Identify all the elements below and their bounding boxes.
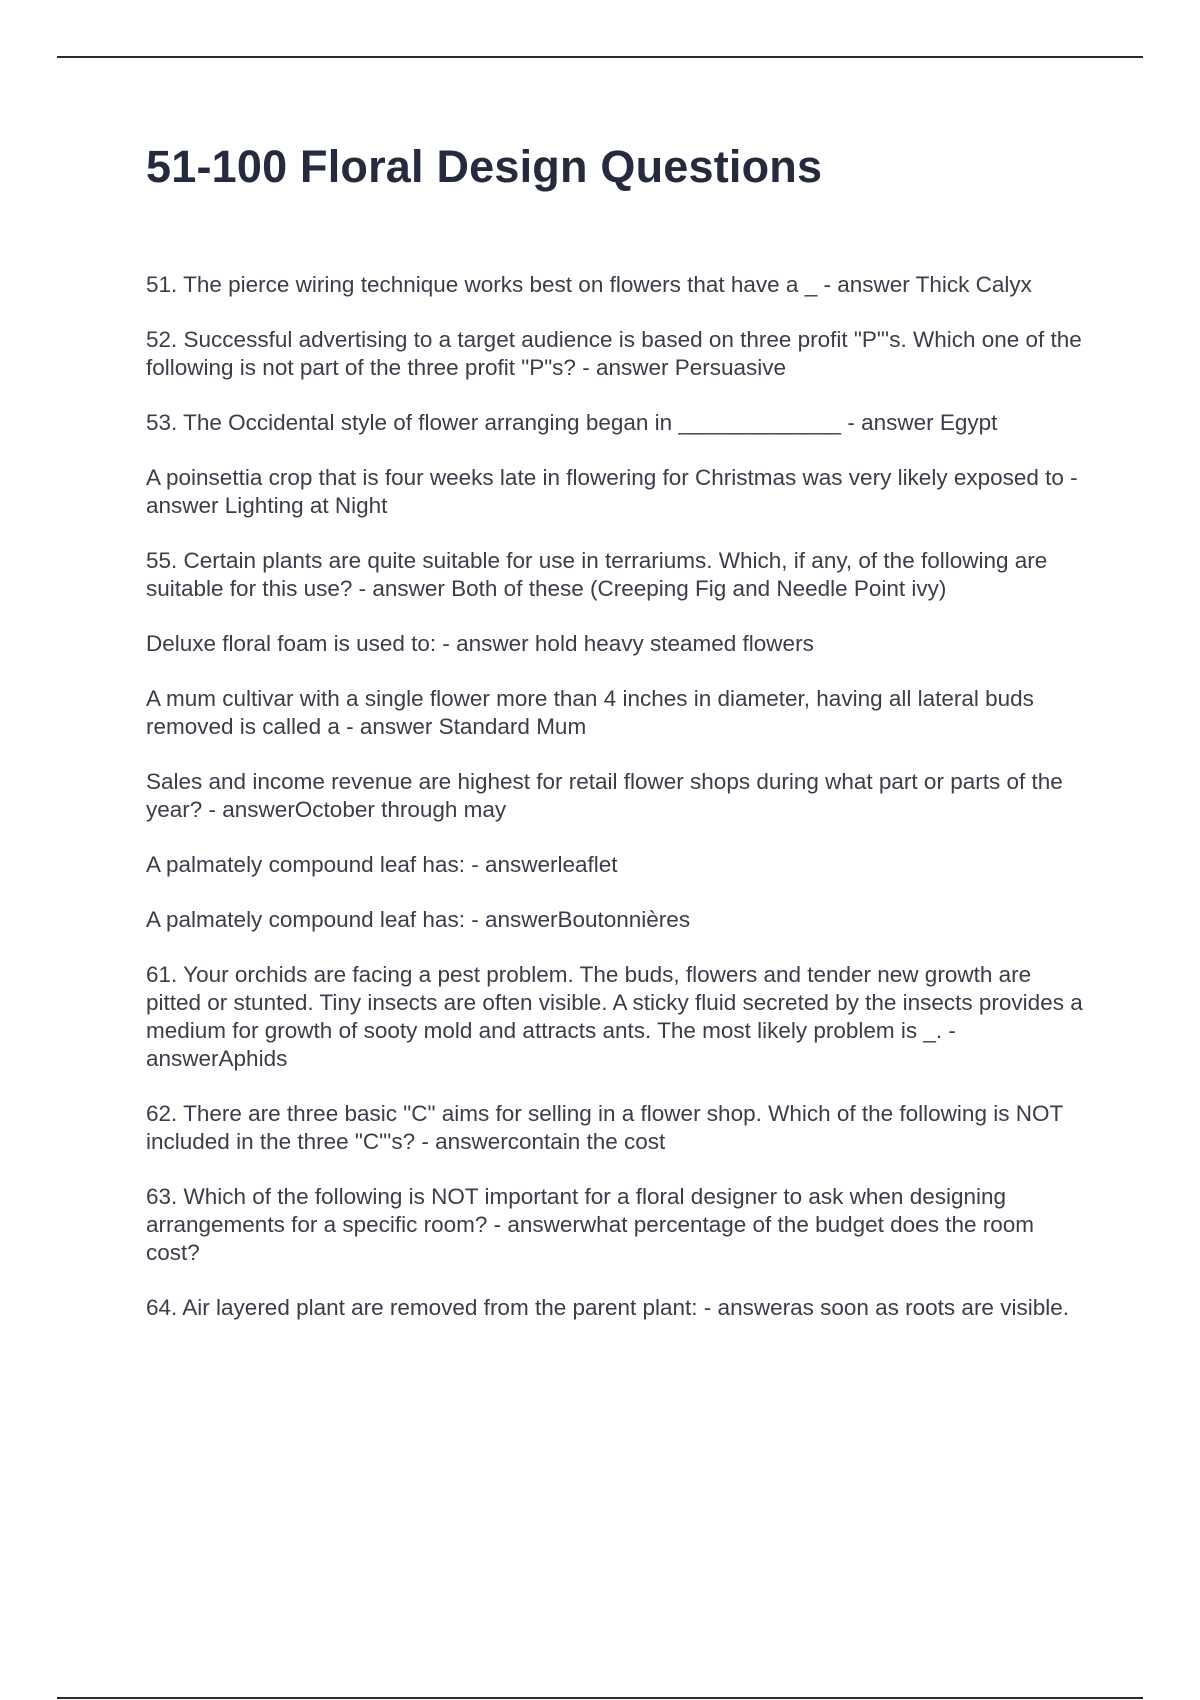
bottom-divider <box>57 1697 1143 1699</box>
question-item: 61. Your orchids are facing a pest problem. The buds, flowers and tender new growth are pitted or stunted. Tiny insects are often visible. A sticky fluid secreted by the insects provides a medium for growth of sooty mold and attracts ants. The most likely problem is _. - answerAphids <box>146 962 1083 1071</box>
question-item: 51. The pierce wiring technique works best on flowers that have a _ - answer Thick Calyx <box>146 272 1032 297</box>
question-item: A palmately compound leaf has: - answerBoutonnières <box>146 907 691 932</box>
question-item: 55. Certain plants are quite suitable for use in terrariums. Which, if any, of the following are suitable for this use? - answer Both of these (Creeping Fig and Needle Point ivy) <box>146 548 1048 601</box>
question-item: 52. Successful advertising to a target audience is based on three profit "P"'s. Which one of the following is not part of the three profit "P"s? - answer Persuasive <box>146 327 1082 380</box>
question-item: 53. The Occidental style of flower arranging began in _____________ - answer Egypt <box>146 410 998 435</box>
document-title: 51-100 Floral Design Questions <box>146 141 823 192</box>
question-item: Deluxe floral foam is used to: - answer hold heavy steamed flowers <box>146 631 814 656</box>
question-item: 62. There are three basic "C" aims for selling in a flower shop. Which of the following is NOT included in the three "C"'s? - answercontain the cost <box>146 1101 1063 1154</box>
question-item: 64. Air layered plant are removed from the parent plant: - answeras soon as roots are visible. <box>146 1295 1069 1320</box>
question-item: Sales and income revenue are highest for retail flower shops during what part or parts of the year? - answerOctober through may <box>146 769 1063 822</box>
question-item: A palmately compound leaf has: - answerleaflet <box>146 852 618 877</box>
top-divider <box>57 56 1143 58</box>
question-item: A mum cultivar with a single flower more than 4 inches in diameter, having all lateral buds removed is called a - answer Standard Mum <box>146 686 1034 739</box>
document-body <box>146 140 1086 1349</box>
question-item: A poinsettia crop that is four weeks late in flowering for Christmas was very likely exposed to - answer Lighting at Night <box>146 465 1078 518</box>
question-item: 63. Which of the following is NOT important for a floral designer to ask when designing arrangements for a specific room? - answerwhat percentage of the budget does the room cost? <box>146 1184 1034 1265</box>
question-list <box>146 271 1086 1322</box>
